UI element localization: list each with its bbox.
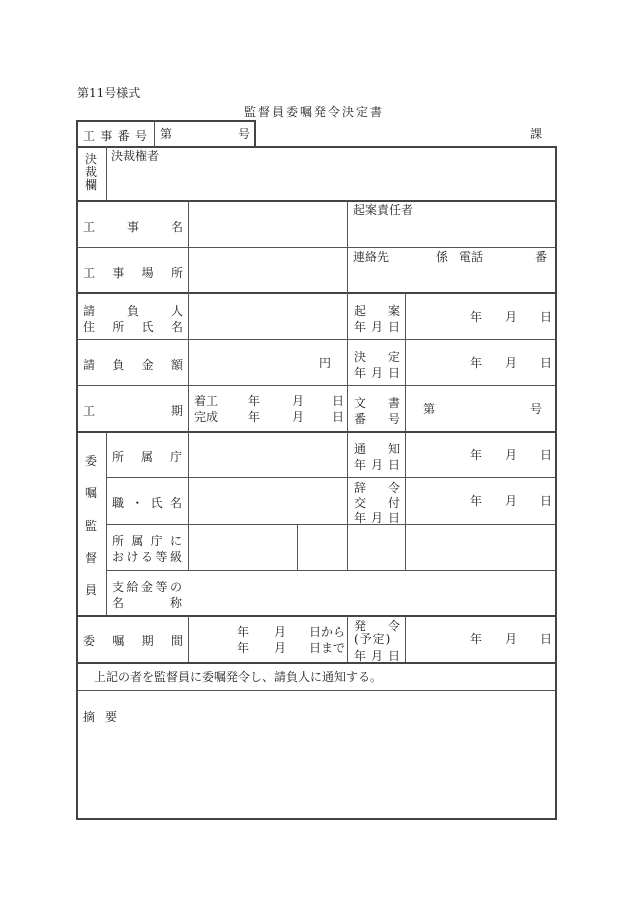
hatsurei-char: 令 <box>387 619 400 633</box>
made-nen: 年 <box>237 641 250 655</box>
tokyu-char: 庁 <box>150 534 163 548</box>
hatsurei-nengappi <box>354 647 400 664</box>
ukeoi-kingaku-label <box>83 356 183 373</box>
kingaku-char: 額 <box>170 358 183 372</box>
kojimei-char: 工 <box>83 220 96 234</box>
kikan-char: 間 <box>170 634 183 648</box>
hatsurei-hi: 日 <box>540 632 553 646</box>
koji-basho-char: 工 <box>83 266 96 280</box>
tsuchi-hi: 日 <box>540 448 553 462</box>
ukeoinin-char: 負 <box>126 304 139 318</box>
koji-bango-char: 番 <box>117 129 130 143</box>
shoku-shimei-label <box>112 494 182 511</box>
kikan-char: 嘱 <box>112 634 125 648</box>
denwa: 電話 <box>459 250 484 264</box>
shikyukin-char: の <box>169 580 182 594</box>
kikan-char: 委 <box>83 634 96 648</box>
koji-basho-label <box>83 264 183 281</box>
bunsho-char: 文 <box>354 396 367 410</box>
yotei-label: (予定) <box>354 632 392 646</box>
shoku-char: 名 <box>169 496 182 510</box>
kettei-char: 決 <box>354 350 367 364</box>
jusho-shimei-char: 名 <box>170 320 183 334</box>
tokyu-char: 等 <box>155 550 168 564</box>
kian-char: 起 <box>354 304 367 318</box>
jusho-shimei-char: 氏 <box>141 320 154 334</box>
kantokuin-side-label <box>85 452 97 598</box>
koji-basho-char: 事 <box>112 266 125 280</box>
date-char: 月 <box>370 458 383 472</box>
tekiyo-char: 摘 <box>83 710 96 724</box>
kouki-char: 期 <box>170 404 183 418</box>
koji-bango-char: 号 <box>134 129 147 143</box>
chakko-hi: 日 <box>332 394 345 408</box>
ban: 番 <box>535 250 548 264</box>
kingaku-char: 請 <box>83 358 96 372</box>
shozokucho-char: 所 <box>112 450 125 464</box>
date-char: 年 <box>354 320 367 334</box>
tokyu-char: お <box>112 550 125 564</box>
tokyu-label-1 <box>112 532 182 549</box>
kojimei-label <box>83 218 183 235</box>
shikyukin-char: 等 <box>155 580 168 594</box>
kakari: 係 <box>436 250 449 264</box>
ukeoinin-label <box>83 302 183 319</box>
shikyukin-char: 金 <box>140 580 153 594</box>
kantokuin-char: 員 <box>85 583 98 597</box>
kian-sekininsha: 起案責任者 <box>353 203 414 217</box>
kansei-nen: 年 <box>248 410 261 424</box>
kettei-nen: 年 <box>470 356 483 370</box>
shozokucho-char: 庁 <box>169 450 182 464</box>
kantokuin-char: 委 <box>85 454 98 468</box>
bunsho-char: 書 <box>387 396 400 410</box>
kantokuin-char: 監 <box>85 518 98 533</box>
jusho-shimei-label <box>83 318 183 335</box>
kessai-side-label: 決裁欄 <box>85 152 98 192</box>
kingaku-char: 負 <box>112 358 125 372</box>
kian-label <box>354 302 400 319</box>
date-char: 月 <box>370 366 383 380</box>
kian-nen: 年 <box>470 310 483 324</box>
kansei-tsuki: 月 <box>292 410 305 424</box>
date-char: 日 <box>387 649 400 663</box>
kettei-tsuki: 月 <box>505 356 518 370</box>
jirei-char: 令 <box>387 481 400 495</box>
chakko-label: 着工 <box>194 394 219 408</box>
jirei-tsuki: 月 <box>505 494 518 508</box>
kojimei-char: 事 <box>126 220 139 234</box>
hatsurei-nen: 年 <box>470 632 483 646</box>
koji-basho-char: 場 <box>141 266 154 280</box>
tsuchi-nen: 年 <box>470 448 483 462</box>
date-char: 日 <box>387 366 400 380</box>
date-char: 日 <box>387 458 400 472</box>
made-tsuki: 月 <box>274 641 287 655</box>
shoku-char: 氏 <box>150 496 163 510</box>
jirei-hi: 日 <box>540 494 553 508</box>
kian-nengappi <box>354 318 400 335</box>
kettei-label <box>354 348 400 365</box>
en-label: 円 <box>319 356 332 370</box>
shikyukin-label-1 <box>112 578 182 595</box>
date-char: 年 <box>354 458 367 472</box>
bango-char: 号 <box>387 412 400 426</box>
kantokuin-char: 嘱 <box>85 486 98 501</box>
page-title: 監督員委嘱発令決定書 <box>244 105 385 119</box>
made-label: 日まで <box>309 641 346 655</box>
koji-bango-go: 号 <box>238 127 251 141</box>
tokyu-char: 所 <box>112 534 125 548</box>
form-number: 第11号様式 <box>77 86 141 100</box>
shikyukin-label-2 <box>112 594 182 611</box>
kofu-char: 付 <box>387 496 400 510</box>
kantokuin-char: 督 <box>85 550 98 565</box>
tsuchi-label <box>354 440 400 457</box>
hatsurei-tsuki: 月 <box>505 632 518 646</box>
ukeoinin-char: 人 <box>170 304 183 318</box>
tokyu-char: け <box>126 550 139 564</box>
kofu-char: 交 <box>354 496 367 510</box>
kansei-label: 完成 <box>194 410 219 424</box>
kojimei-char: 名 <box>170 220 183 234</box>
date-char: 月 <box>370 320 383 334</box>
koji-bango-dai: 第 <box>160 127 173 141</box>
jusho-shimei-char: 住 <box>83 320 96 334</box>
tokyu-char: 級 <box>169 550 182 564</box>
kettei-hi: 日 <box>540 356 553 370</box>
shoku-char: 職 <box>112 496 125 510</box>
jirei-nen: 年 <box>470 494 483 508</box>
date-char: 月 <box>370 649 383 663</box>
kessai-kengensha: 決裁権者 <box>111 149 160 163</box>
kara-tsuki: 月 <box>274 625 287 639</box>
tekiyo-char: 要 <box>104 710 117 724</box>
tekiyo-label <box>83 708 117 725</box>
shikyukin-char: 支 <box>112 580 125 594</box>
ukeoinin-char: 請 <box>83 304 96 318</box>
jusho-shimei-char: 所 <box>112 320 125 334</box>
kettei-nengappi <box>354 364 400 381</box>
bunsho-dai: 第 <box>423 402 436 416</box>
kara-label: 日から <box>309 625 346 639</box>
bunsho-go: 号 <box>530 402 543 416</box>
jirei-nengappi <box>354 509 400 526</box>
shikyukin-char: 名 <box>112 596 125 610</box>
note-text: 上記の者を監督員に委嘱発令し、請負人に通知する。 <box>94 670 383 684</box>
chakko-nen: 年 <box>248 394 261 408</box>
kian-hi: 日 <box>540 310 553 324</box>
kouki-char: 工 <box>83 404 96 418</box>
koji-bango-label <box>83 127 147 144</box>
bunsho-label <box>354 394 400 411</box>
tokyu-char: 属 <box>131 534 144 548</box>
koji-bango-char: 工 <box>83 129 96 143</box>
date-char: 年 <box>354 366 367 380</box>
ka-label: 課 <box>530 127 543 141</box>
ishoku-kikan-label <box>83 632 183 649</box>
shoku-char: ・ <box>131 496 144 510</box>
date-char: 日 <box>387 511 400 525</box>
date-char: 年 <box>354 511 367 525</box>
kettei-char: 定 <box>387 350 400 364</box>
koji-basho-char: 所 <box>170 266 183 280</box>
date-char: 月 <box>370 511 383 525</box>
tsuchi-nengappi <box>354 456 400 473</box>
koji-bango-char: 事 <box>100 129 113 143</box>
tokyu-char: る <box>140 550 153 564</box>
jirei-char: 辞 <box>354 481 367 495</box>
tsuchi-char: 知 <box>387 442 400 456</box>
shikyukin-char: 称 <box>169 596 182 610</box>
kara-nen: 年 <box>237 625 250 639</box>
date-char: 日 <box>387 320 400 334</box>
date-char: 年 <box>354 649 367 663</box>
kian-tsuki: 月 <box>505 310 518 324</box>
shikyukin-char: 給 <box>126 580 139 594</box>
renrakusaki: 連絡先 <box>353 250 390 264</box>
kouki-label <box>83 402 183 419</box>
kian-char: 案 <box>387 304 400 318</box>
tokyu-label-2 <box>112 548 182 565</box>
kingaku-char: 金 <box>141 358 154 372</box>
bango-char: 番 <box>354 412 367 426</box>
hatsurei-char: 発 <box>354 619 367 633</box>
kansei-hi: 日 <box>332 410 345 424</box>
tokyu-char: に <box>169 534 182 548</box>
bango-label <box>354 410 400 427</box>
tsuchi-tsuki: 月 <box>505 448 518 462</box>
shozokucho-char: 属 <box>140 450 153 464</box>
chakko-tsuki: 月 <box>292 394 305 408</box>
tsuchi-char: 通 <box>354 442 367 456</box>
kikan-char: 期 <box>141 634 154 648</box>
shozokucho-label <box>112 448 182 465</box>
